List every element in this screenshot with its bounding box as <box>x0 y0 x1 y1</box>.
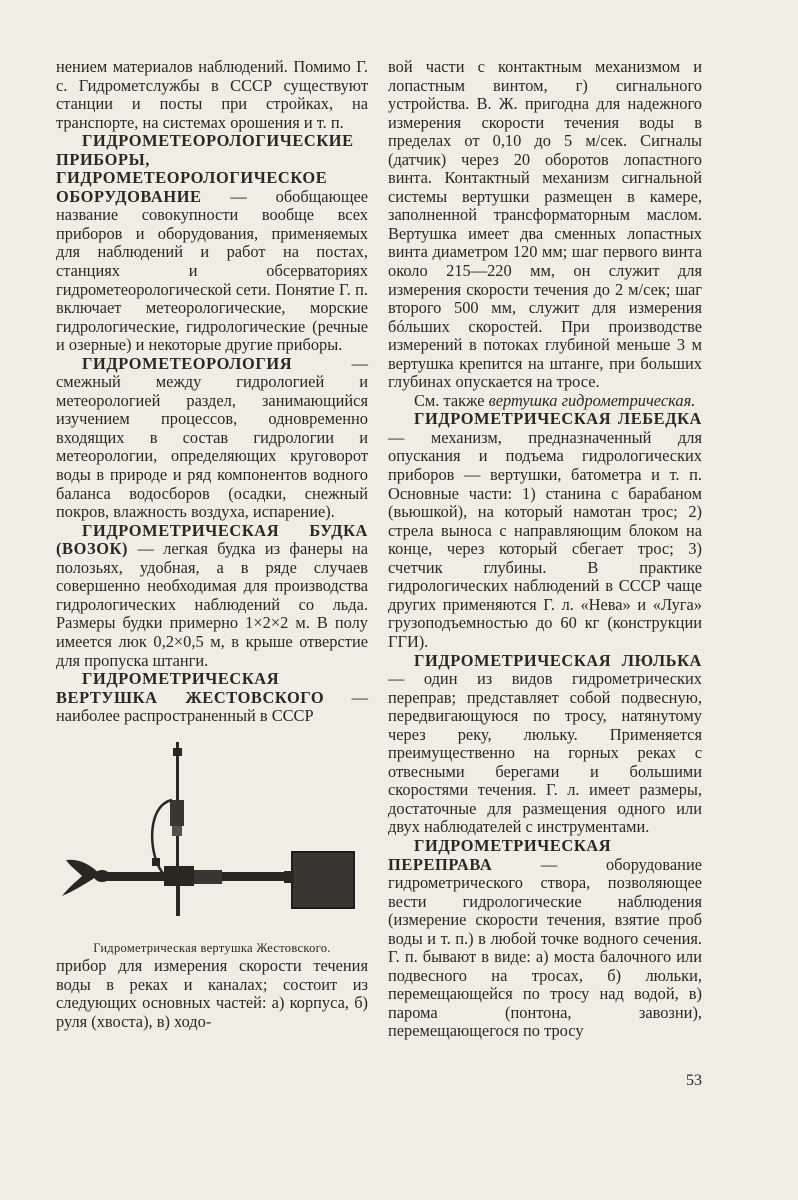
entry-body: — легкая будка из фанеры на полозьях, удобная, а в ряде случаев совершенно необходимая для производства гидрологических наблюдений со льда. Размеры будки примерно 1×2×2 м. В полу имеется люк 0,2×0,5 м, в крыше отверстие для пропуска штанги. <box>56 539 368 670</box>
entry-body: — механизм, предназначенный для опускания и подъема гидрологических приборов — вертушки, батометра и т. п. Основные части: 1) станина с барабаном (вьюшкой), на который намотан трос; 2) стрела выноса с направляющим блоком на конце, через который сбегает трос; 3) счетчик глубины. В практике гидрологических наблюдений в СССР чаще других применяются Г. л. «Нева» и «Луга» грузоподъемностью до 60 кг (конструкции ГГИ). <box>388 427 702 651</box>
left-column <box>56 58 368 1031</box>
dictionary-entry <box>56 670 368 726</box>
entry-headword: ГИДРОМЕТЕОРОЛОГИЯ <box>82 353 293 373</box>
paragraph: нением материалов наблюдений. Помимо Г. с. Гидрометслужбы в СССР существуют станции и посты при стройках, на транспорте, на системах орошения и т. п. <box>56 57 368 132</box>
dictionary-entry <box>388 837 702 1041</box>
paragraph: прибор для измерения скорости течения воды в реках и каналах; состоит из следующих основных частей: а) корпуса, б) руля (хвоста), в) ходо- <box>56 956 368 1031</box>
current-meter-figure <box>56 740 368 935</box>
entry-headword: ГИДРОМЕТЕОРОЛОГИЧЕСКИЕ ПРИБОРЫ, ГИДРОМЕТЕОРОЛОГИЧЕСКОЕ ОБОРУДОВАНИЕ <box>56 131 354 206</box>
dictionary-entry <box>56 355 368 522</box>
cross-reference-target: вертушка гидрометрическая. <box>488 390 696 410</box>
dictionary-entry <box>388 410 702 651</box>
entry-headword: ГИДРОМЕТРИЧЕСКАЯ БУДКА (ВОЗОК) <box>56 520 368 559</box>
entry-body: — оборудование гидрометрического створа, позволяющее вести гидрологические наблюдения (измерение скорости течения, взятие проб воды и т. п.) в любой точке водного сечения. Г. п. бывают в виде: а) моста балочного или подвесного на тросах, б) люльки, перемещающейся по тросу над водой, в) парома (понтона, завозни), перемещающегося по тросу <box>388 854 702 1041</box>
entry-body: — смежный между гидрологией и метеорологией раздел, занимающийся изучением процессов, одновременно входящих в состав гидрологии и метеорологии, определяющих круговорот воды в природе и ряд компонентов водного баланса водосборов (осадки, снежный покров, влажность воздуха, испарение). <box>56 353 368 522</box>
dictionary-entry <box>56 132 368 355</box>
page-number: 53 <box>686 1072 702 1089</box>
dictionary-entry <box>56 522 368 670</box>
paragraph: вой части с контактным механизмом и лопастным винтом, г) сигнального устройства. В. Ж. пригодна для надежного измерения скорости течения воды в пределах от 0,10 до 5 м/сек. Сигналы (датчик) через 20 оборотов лопастного винта. Контактный механизм сигнальной системы вертушки размещен в камере, заполненной трансформаторным маслом. Вертушка имеет два сменных лопастных винта диаметром 120 мм; шаг первого винта около 215—220 мм, он служит для измерения скорости течения до 2 м/сек; шаг второго 500 мм, служит для измерения бóльших скоростей. При производстве измерений в потоках глубиной меньше 3 м вертушка крепится на штанге, при больших глубинах опускается на тросе. <box>388 57 702 392</box>
entry-headword: ГИДРОМЕТРИЧЕСКАЯ ВЕРТУШКА ЖЕСТОВСКОГО <box>56 669 325 707</box>
entry-body: — наиболее распространенный в СССР <box>56 687 368 726</box>
entry-headword: ГИДРОМЕТРИЧЕСКАЯ ПЕРЕПРАВА <box>388 835 612 874</box>
entry-headword: ГИДРОМЕТРИЧЕСКАЯ ЛЮЛЬКА <box>414 650 702 670</box>
current-meter-illustration-icon <box>56 740 368 935</box>
cross-reference-prefix: См. также <box>414 390 489 410</box>
entry-body: — обобщающее название совокупности вообще всех приборов и оборудования, применяемых для наблюдений и работ на постах, станциях и обсерваториях гидрометеорологической сети. Понятие Г. п. включает метеорологические, морские гидрологические, гидрологические (речные и озерные) и некоторые другие приборы. <box>56 186 368 355</box>
dictionary-entry <box>388 652 702 837</box>
right-column <box>388 58 702 1041</box>
figure-caption: Гидрометрическая вертушка Жестовского. <box>93 940 331 955</box>
entry-body: — один из видов гидрометрических переправ; представляет собой подвесную, передвигающуюся по тросу, натянутому через реку, люльку. Применяется преимущественно на горных реках с отвесными берегами и большими скоростями течения. Г. л. имеет размеры, достаточные для размещения одного или двух наблюдателей с инструментами. <box>388 669 702 837</box>
cross-reference <box>388 392 702 411</box>
entry-headword: ГИДРОМЕТРИЧЕСКАЯ ЛЕБЕДКА <box>414 409 702 429</box>
